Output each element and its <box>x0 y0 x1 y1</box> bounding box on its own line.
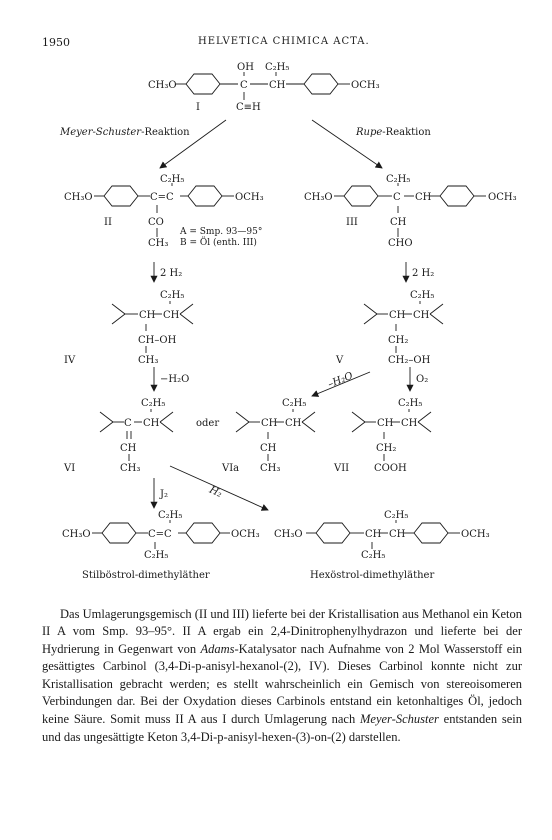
reagent-o2: O₂ <box>416 374 429 385</box>
group-c2h5: C₂H₅ <box>144 550 169 561</box>
reagent-2h2-right: 2 H₂ <box>412 268 435 279</box>
group-c2h5: C₂H₅ <box>160 174 185 185</box>
benzene-ring-icon <box>316 523 350 543</box>
group-och3: OCH₃ <box>231 529 260 540</box>
label-IV: IV <box>64 355 76 366</box>
group-och3: OCH₃ <box>488 192 517 203</box>
group-ch3: CH₃ <box>138 355 159 366</box>
group-choh: CH–OH <box>138 335 177 346</box>
group-c2h5: C₂H₅ <box>410 290 435 301</box>
reaction-scheme <box>0 50 552 590</box>
group-c2h5: C₂H₅ <box>141 398 166 409</box>
group-och3: OCH₃ <box>461 529 490 540</box>
group-ch3o: CH₃O <box>62 529 91 540</box>
body-paragraph <box>42 606 522 747</box>
label-VI: VI <box>64 463 76 474</box>
name-stilboestrol: Stilböstrol-dimethyläther <box>82 570 210 581</box>
adams-name: Adams <box>200 641 235 656</box>
group-ch: CH <box>413 310 430 321</box>
group-ch2: CH₂ <box>376 443 397 454</box>
label-V: V <box>336 355 344 366</box>
group-ch: CH <box>365 529 382 540</box>
group-cooh: COOH <box>374 463 407 474</box>
note-b: B = Öl (enth. III) <box>180 238 257 248</box>
body-text-1: Das Umlagerungsgemisch (II und III) lieferte bei der Kristallisation aus Methanol ein Keton II A vom Smp. 93–95°. II A ergab ein 2,4-Dinitrophenylhydrazon und lieferte bei der Hydrierung in Gegenwart von <box>42 606 522 656</box>
group-ch: CH <box>401 418 418 429</box>
label-VII: VII <box>334 463 350 474</box>
group-och3: OCH₃ <box>351 80 380 91</box>
group-c2h5: C₂H₅ <box>386 174 411 185</box>
group-ch2oh: CH₂–OH <box>388 355 431 366</box>
group-ch: CH <box>389 310 406 321</box>
group-ch: CH <box>285 418 302 429</box>
reaction-name-rupe <box>355 127 431 138</box>
reaktion-suffix: -Reaktion <box>141 127 190 138</box>
group-c2h5: C₂H₅ <box>384 510 409 521</box>
group-ch: CH <box>143 418 160 429</box>
journal-title: HELVETICA CHIMICA ACTA. <box>198 36 370 47</box>
body-text-3: entstanden sein und das ungesättigte Keton 3,4-Di-p-anisyl-hexen-(3)-on-(2) darstellen. <box>42 712 522 744</box>
group-c2h5: C₂H₅ <box>361 550 386 561</box>
benzene-ring-icon <box>186 523 220 543</box>
group-ch3o: CH₃O <box>64 192 93 203</box>
note-a: A = Smp. 93—95° <box>180 227 263 237</box>
reagent-h2: H₂ <box>207 484 224 500</box>
group-ch3o: CH₃O <box>148 80 177 91</box>
label-I: I <box>196 102 200 113</box>
group-oh: OH <box>237 62 254 73</box>
reagent-h2o-diagonal: –H₂O <box>326 370 355 391</box>
group-c2h5: C₂H₅ <box>160 290 185 301</box>
benzene-ring-icon <box>440 186 474 206</box>
reagent-j2: J₂ <box>160 489 169 500</box>
body-text-2: -Katalysator nach Aufnahme von 2 Mol Wasserstoff ein gesättigtes Carbinol (3,4-Di-p-anisyl-hexanol-(2), IV). Dieses Carbinol konnte nicht zur Kristallisation gebracht werden; es stellt wahrscheinlich ein Gemisch von stereoisomeren Verbindungen dar. Bei der Oxydation dieses Carbinols entstand ein ketonhaltiges Öl, jedoch keine Säure. Somit muss II A aus I durch Umlagerung nach <box>42 641 522 727</box>
group-ceqc: C=C <box>150 192 174 203</box>
group-ch: CH <box>261 418 278 429</box>
group-ch3o: CH₃O <box>304 192 333 203</box>
group-c2h5: C₂H₅ <box>282 398 307 409</box>
group-ch: CH <box>260 443 277 454</box>
group-ch: CH <box>139 310 156 321</box>
group-ch3: CH₃ <box>260 463 281 474</box>
name-hexoestrol: Hexöstrol-dimethyläther <box>310 570 435 581</box>
benzene-ring-icon <box>344 186 378 206</box>
oder-text: oder <box>196 418 220 429</box>
label-III: III <box>346 217 358 228</box>
group-c: C <box>393 192 401 203</box>
reaction-name-meyer <box>59 127 190 138</box>
group-ch: CH <box>163 310 180 321</box>
group-c2h5: C₂H₅ <box>158 510 183 521</box>
group-ch: CH <box>389 529 406 540</box>
group-ch2: CH₂ <box>388 335 409 346</box>
group-cho: CHO <box>388 238 413 249</box>
group-ch: CH <box>415 192 432 203</box>
label-II: II <box>104 217 112 228</box>
group-c2h5: C₂H₅ <box>398 398 423 409</box>
group-ch: CH <box>269 80 286 91</box>
group-och3: OCH₃ <box>235 192 264 203</box>
group-ch3: CH₃ <box>120 463 141 474</box>
group-ceqc: C=C <box>148 529 172 540</box>
benzene-ring-icon <box>104 186 138 206</box>
rupe-name: Rupe <box>356 127 383 138</box>
meyer-schuster-name: Meyer-Schuster <box>60 127 142 138</box>
group-c: C <box>240 80 248 91</box>
reaktion-suffix: -Reaktion <box>382 127 431 138</box>
meyer-schuster-name: Meyer-Schuster <box>359 712 439 727</box>
benzene-ring-icon <box>186 74 220 94</box>
group-cequivh: C≡H <box>236 102 261 113</box>
group-c: C <box>124 418 132 429</box>
reagent-minus-h2o: −H₂O <box>160 374 190 385</box>
group-ch: CH <box>377 418 394 429</box>
benzene-ring-icon <box>414 523 448 543</box>
group-ch: CH <box>120 443 137 454</box>
group-ch3o: CH₃O <box>274 529 303 540</box>
page-number: 1950 <box>42 36 70 49</box>
label-VIa: VIa <box>222 463 240 474</box>
group-ch: CH <box>390 217 407 228</box>
group-co: CO <box>148 217 164 228</box>
reagent-2h2-left: 2 H₂ <box>160 268 183 279</box>
benzene-ring-icon <box>304 74 338 94</box>
group-c2h5: C₂H₅ <box>265 62 290 73</box>
benzene-ring-icon <box>102 523 136 543</box>
benzene-ring-icon <box>188 186 222 206</box>
group-ch3: CH₃ <box>148 238 169 249</box>
